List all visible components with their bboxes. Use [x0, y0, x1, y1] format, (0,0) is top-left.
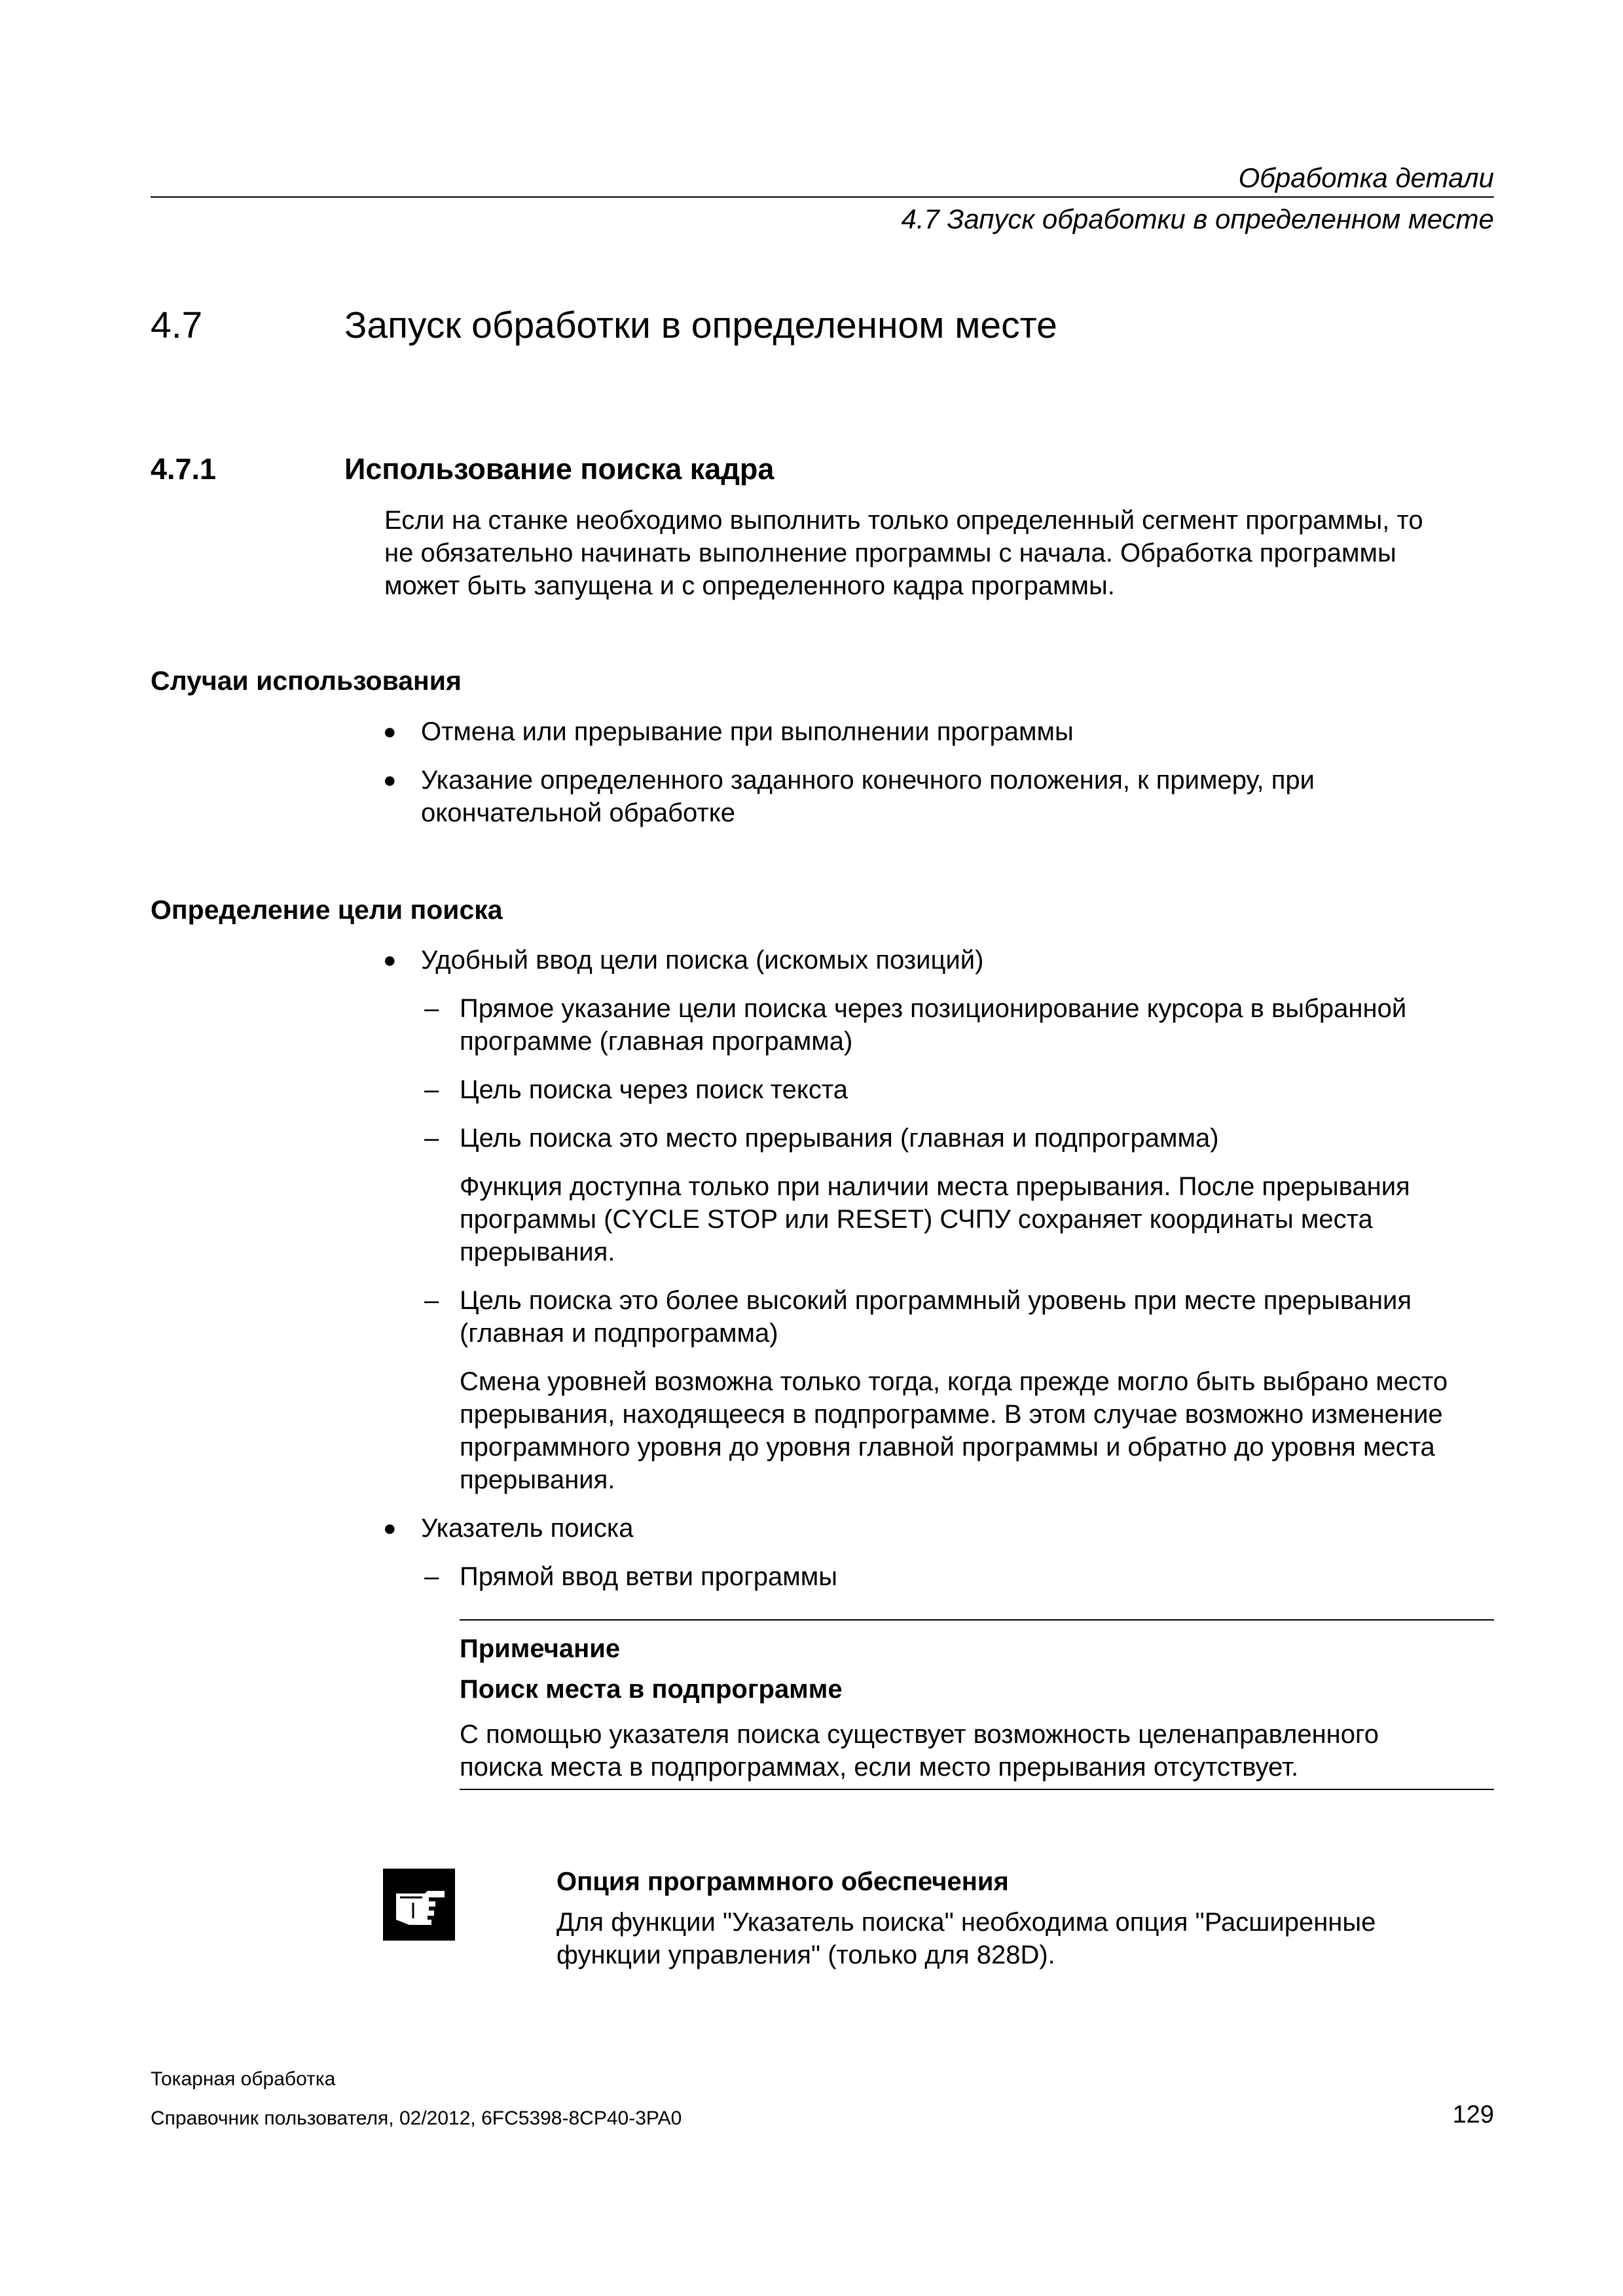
- dash-icon: –: [424, 1124, 439, 1153]
- search-target-bullet: Указатель поиска: [421, 1514, 634, 1543]
- bullet-icon: ●: [383, 719, 397, 744]
- use-case-line: Отмена или прерывание при выполнении программы: [421, 717, 1074, 746]
- dash-icon: –: [424, 1562, 439, 1591]
- header-rule: [151, 196, 1494, 198]
- dash-item-explanation: [460, 1170, 1410, 1268]
- page-number: 129: [1452, 2101, 1494, 2128]
- use-case-item: [421, 764, 1315, 829]
- software-option-text: [556, 1906, 1376, 1971]
- note-text-line: С помощью указателя поиска существует возможность целенаправленного: [460, 1720, 1379, 1749]
- intro-line: Если на станке необходимо выполнить только определенный сегмент программы, то: [384, 506, 1423, 535]
- explanation-line: программы (CYCLE STOP или RESET) СЧПУ сохраняет координаты места: [460, 1205, 1373, 1234]
- dash-item-line: программе (главная программа): [460, 1027, 853, 1056]
- explanation-line: прерывания.: [460, 1465, 615, 1494]
- pointing-hand-icon: [383, 1869, 455, 1941]
- section-number: 4.7: [151, 304, 203, 346]
- section-title: Запуск обработки в определенном месте: [344, 304, 1057, 346]
- footer-book-title: Токарная обработка: [151, 2068, 336, 2090]
- software-option-title: Опция программного обеспечения: [556, 1867, 1009, 1896]
- bullet-icon: ●: [383, 1516, 397, 1541]
- running-header-section: 4.7 Запуск обработки в определенном месте: [901, 204, 1494, 234]
- search-target-dash-item: Прямой ввод ветви программы: [460, 1562, 838, 1591]
- intro-line: не обязательно начинать выполнение программы с начала. Обработка программы: [384, 539, 1396, 567]
- bullet-icon: ●: [383, 948, 397, 973]
- search-target-dash-item: Цель поиска через поиск текста: [460, 1075, 848, 1104]
- search-target-dash-item: [460, 1284, 1412, 1350]
- explanation-line: Функция доступна только при наличии места прерывания. После прерывания: [460, 1172, 1410, 1201]
- footer-manual-info: Справочник пользователя, 02/2012, 6FC5398-8CP40-3PA0: [151, 2108, 682, 2129]
- explanation-line: прерывания.: [460, 1238, 615, 1266]
- dash-icon: –: [424, 994, 439, 1023]
- note-title: Поиск места в подпрограмме: [460, 1675, 843, 1704]
- search-target-bullet: Удобный ввод цели поиска (искомых позиций): [421, 946, 984, 975]
- intro-line: может быть запущена и с определенного кадра программы.: [384, 571, 1115, 600]
- note-text: [460, 1718, 1379, 1784]
- software-option-line: Для функции "Указатель поиска" необходима опция "Расширенные: [556, 1908, 1376, 1937]
- note-label: Примечание: [460, 1634, 621, 1663]
- dash-item-line: (главная и подпрограмма): [460, 1319, 778, 1348]
- dash-icon: –: [424, 1075, 439, 1104]
- bullet-icon: ●: [383, 768, 397, 793]
- note-bottom-rule: [460, 1789, 1494, 1790]
- dash-item-line: Прямое указание цели поиска через позиционирование курсора в выбранной: [460, 994, 1407, 1023]
- use-case-line: окончательной обработке: [421, 798, 735, 827]
- note-text-line: поиска места в подпрограммах, если место прерывания отсутствует.: [460, 1753, 1299, 1782]
- running-header-chapter: Обработка детали: [1238, 162, 1494, 193]
- explanation-line: программного уровня до уровня главной программы и обратно до уровня места: [460, 1433, 1435, 1462]
- subsection-title: Использование поиска кадра: [344, 452, 775, 486]
- use-case-item: [421, 715, 1074, 748]
- search-target-dash-item: [460, 992, 1406, 1058]
- subsection-number: 4.7.1: [151, 452, 217, 486]
- dash-item-line: Цель поиска это более высокий программный уровень при месте прерывания: [460, 1286, 1412, 1315]
- dash-icon: –: [424, 1286, 439, 1315]
- software-option-line: функции управления" (только для 828D).: [556, 1941, 1055, 1969]
- search-target-heading: Определение цели поиска: [151, 895, 503, 925]
- use-case-line: Указание определенного заданного конечного положения, к примеру, при: [421, 766, 1315, 795]
- use-cases-heading: Случаи использования: [151, 666, 462, 696]
- note-top-rule: [460, 1619, 1494, 1621]
- dash-item-explanation: [460, 1365, 1448, 1496]
- search-target-dash-item: Цель поиска это место прерывания (главная и подпрограмма): [460, 1124, 1219, 1153]
- explanation-line: прерывания, находящееся в подпрограмме. В этом случае возможно изменение: [460, 1400, 1443, 1429]
- explanation-line: Смена уровней возможна только тогда, когда прежде могло быть выбрано место: [460, 1367, 1448, 1396]
- intro-paragraph: [384, 504, 1423, 602]
